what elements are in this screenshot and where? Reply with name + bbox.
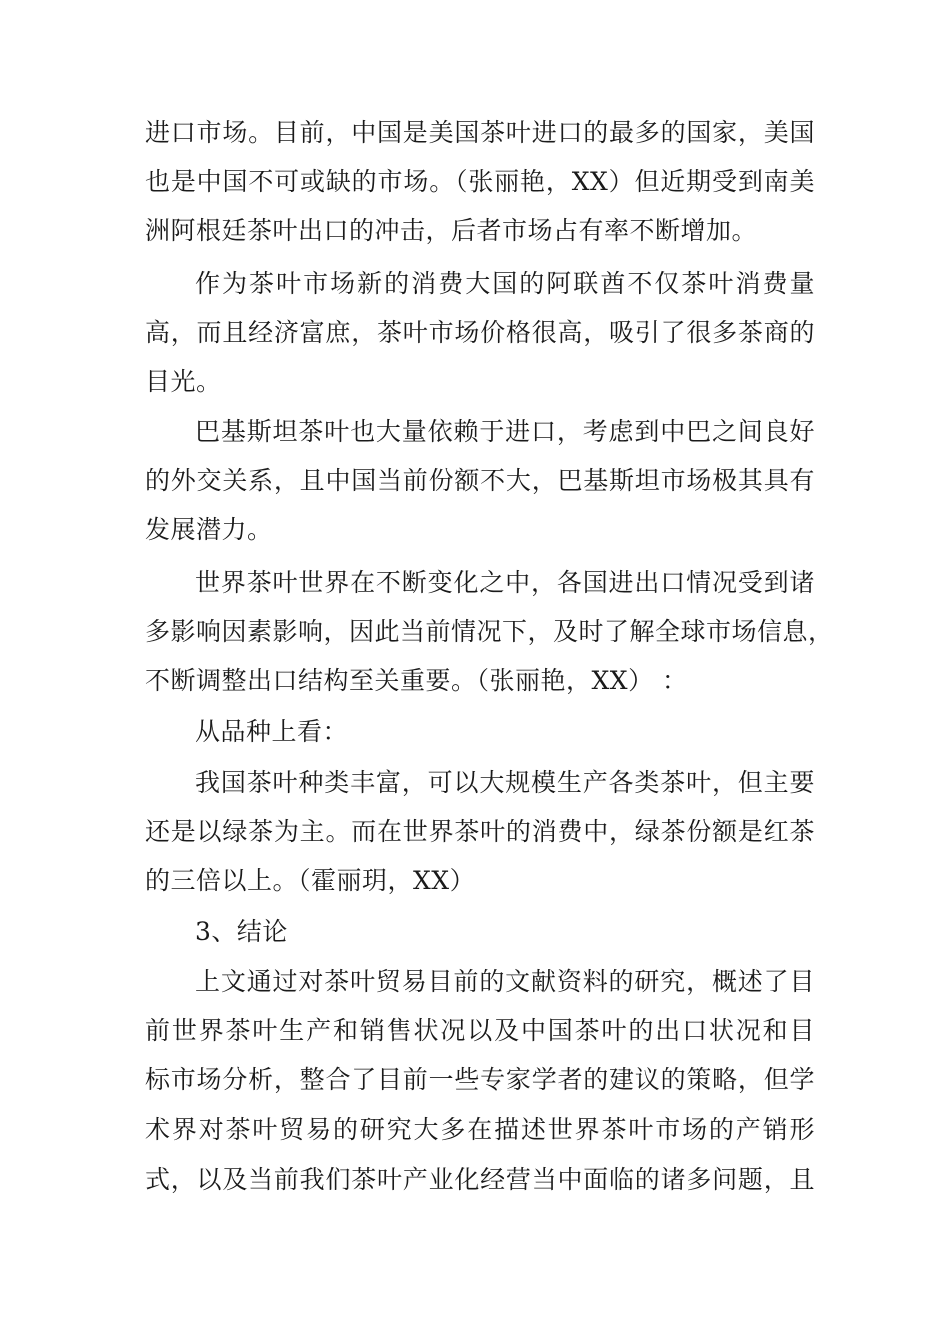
section-subheading: 从品种上看： [195,717,349,746]
text-line: 不断调整出口结构至关重要。（张丽艳，XX） ： [145,666,688,695]
paragraph-first-line: 世界茶叶世界在不断变化之中，各国进出口情况受到诸 [195,568,815,597]
text-line: 式，以及当前我们茶叶产业化经营当中面临的诸多问题，且 [145,1165,815,1194]
text-line: 多影响因素影响，因此当前情况下，及时了解全球市场信息， [145,617,834,646]
text-line: 洲阿根廷茶叶出口的冲击，后者市场占有率不断增加。 [145,216,758,245]
paragraph-first-line: 巴基斯坦茶叶也大量依赖于进口，考虑到中巴之间良好 [195,417,815,446]
text-line: 还是以绿茶为主。而在世界茶叶的消费中，绿茶份额是红茶 [145,817,815,846]
section-heading: 3、结论 [195,917,288,946]
text-line: 目光。 [145,367,222,396]
paragraph-first-line: 作为茶叶市场新的消费大国的阿联酋不仅茶叶消费量 [195,269,815,298]
text-line: 发展潜力。 [145,515,273,544]
text-line: 前世界茶叶生产和销售状况以及中国茶叶的出口状况和目 [145,1016,815,1045]
text-line: 术界对茶叶贸易的研究大多在描述世界茶叶市场的产销形 [145,1115,815,1144]
text-line: 也是中国不可或缺的市场。（张丽艳，XX）但近期受到南美 [145,167,815,196]
text-line: 的外交关系，且中国当前份额不大，巴基斯坦市场极其具有 [145,466,815,495]
text-line: 进口市场。目前，中国是美国茶叶进口的最多的国家，美国 [145,118,815,147]
paragraph-first-line: 上文通过对茶叶贸易目前的文献资料的研究，概述了目 [195,967,815,996]
paragraph-first-line: 我国茶叶种类丰富，可以大规模生产各类茶叶，但主要 [195,768,815,797]
text-line: 高，而且经济富庶，茶叶市场价格很高，吸引了很多茶商的 [145,318,815,347]
text-line: 标市场分析，整合了目前一些专家学者的建议的策略，但学 [145,1065,815,1094]
text-line: 的三倍以上。（霍丽玥，XX） [145,866,476,895]
